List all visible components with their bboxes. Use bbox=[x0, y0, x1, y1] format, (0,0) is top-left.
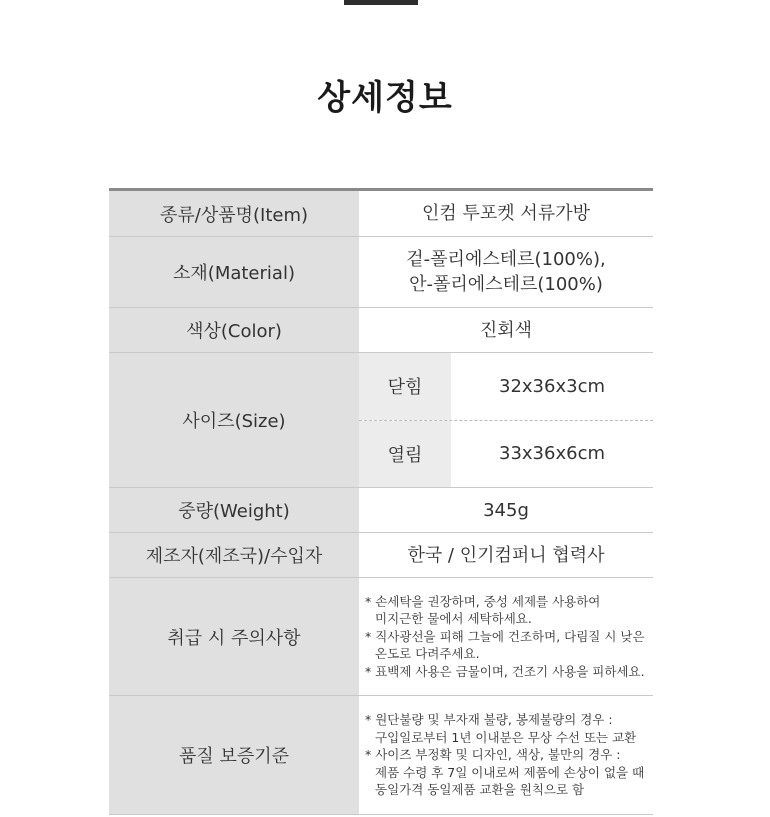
warranty-note-line: * 사이즈 부정확 및 디자인, 색상, 불만의 경우 : bbox=[365, 747, 621, 763]
row-weight-value: 345g bbox=[483, 499, 529, 521]
row-material bbox=[109, 237, 653, 308]
row-care-value bbox=[359, 578, 653, 695]
row-weight-label: 중량(Weight) bbox=[109, 488, 359, 532]
row-material-value bbox=[359, 237, 653, 307]
row-size-label: 사이즈(Size) bbox=[109, 353, 359, 487]
row-warranty-label: 품질 보증기준 bbox=[109, 696, 359, 814]
size-closed-value: 32x36x3cm bbox=[499, 375, 605, 397]
material-line-1: 겉-폴리에스테르(100%), bbox=[406, 249, 606, 270]
row-size-value bbox=[359, 353, 653, 487]
warranty-note-line: 동일가격 동일제품 교환을 원칙으로 함 bbox=[375, 782, 585, 798]
warranty-note-line: * 원단불량 및 부자재 불량, 봉제불량의 경우 : bbox=[365, 712, 613, 728]
spec-table bbox=[109, 188, 653, 815]
row-item-value: 인컴 투포켓 서류가방 bbox=[422, 203, 590, 224]
row-warranty bbox=[109, 696, 653, 815]
row-maker-label: 제조자(제조국)/수입자 bbox=[109, 533, 359, 577]
row-color-label: 색상(Color) bbox=[109, 308, 359, 352]
row-item-label: 종류/상품명(Item) bbox=[109, 191, 359, 236]
size-open-label: 열림 bbox=[359, 421, 451, 488]
top-accent-bar bbox=[344, 0, 418, 5]
care-note-line: * 직사광선을 피해 그늘에 건조하며, 다림질 시 낮은 bbox=[365, 628, 645, 644]
care-note-line: 미지근한 물에서 세탁하세요. bbox=[375, 611, 532, 627]
care-note-line: 온도로 다려주세요. bbox=[375, 646, 480, 662]
row-maker-value: 한국 / 인기컴퍼니 협력사 bbox=[407, 544, 605, 566]
warranty-note-line: 구입일로부터 1년 이내분은 무상 수선 또는 교환 bbox=[375, 729, 637, 745]
row-size bbox=[109, 353, 653, 488]
material-line-2: 안-폴리에스테르(100%) bbox=[409, 274, 603, 295]
row-color bbox=[109, 308, 653, 353]
row-material-label: 소재(Material) bbox=[109, 237, 359, 307]
row-weight bbox=[109, 488, 653, 533]
row-maker bbox=[109, 533, 653, 578]
row-care-label: 취급 시 주의사항 bbox=[109, 578, 359, 695]
care-note-line: * 표백제 사용은 금물이며, 건조기 사용을 피하세요. bbox=[365, 663, 645, 679]
care-note-line: * 손세탁을 권장하며, 중성 세제를 사용하여 bbox=[365, 593, 601, 609]
warranty-note-line: 제품 수령 후 7일 이내로써 제품에 손상이 없을 때 bbox=[375, 764, 645, 780]
row-color-value: 진회색 bbox=[479, 319, 533, 341]
size-closed-label: 닫힘 bbox=[359, 353, 451, 420]
page-title: 상세정보 bbox=[317, 78, 453, 118]
row-item bbox=[109, 191, 653, 237]
size-closed bbox=[359, 353, 653, 420]
size-open-value: 33x36x6cm bbox=[499, 443, 605, 465]
warranty-notes bbox=[365, 711, 644, 799]
row-care bbox=[109, 578, 653, 696]
care-notes bbox=[365, 593, 645, 681]
row-warranty-value bbox=[359, 696, 653, 814]
size-open bbox=[359, 420, 653, 488]
